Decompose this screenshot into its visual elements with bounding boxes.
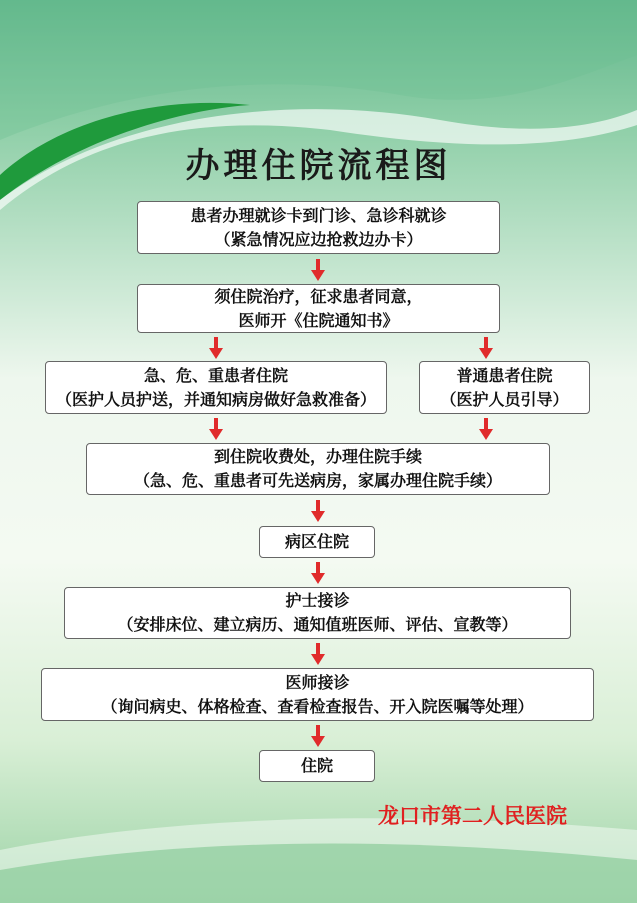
- arrow-down-icon: [311, 500, 325, 522]
- arrow-down-icon: [479, 418, 493, 440]
- step-emergency-admission: [45, 361, 387, 414]
- step-visit-clinic: [137, 201, 500, 254]
- arrow-down-icon: [311, 725, 325, 747]
- arrow-down-icon: [311, 643, 325, 665]
- step-nurse-reception-line2: （安排床位、建立病历、通知值班医师、评估、宣教等）: [117, 615, 518, 634]
- step-visit-clinic-line1: 患者办理就诊卡到门诊、急诊科就诊: [190, 205, 447, 225]
- step-regular-admission-line2: （医护人员引导）: [440, 389, 569, 409]
- step-nurse-reception: [64, 587, 571, 639]
- step-emergency-admission-line1: 急、危、重患者住院: [143, 365, 288, 385]
- page-title: 办理住院流程图: [185, 146, 452, 186]
- step-doctor-reception: [41, 668, 594, 721]
- step-admission-notice-line2: 医师开《住院通知书》: [238, 310, 399, 330]
- arrow-down-icon: [209, 337, 223, 359]
- arrow-down-icon: [311, 259, 325, 281]
- step-doctor-reception-line1: 医师接诊: [285, 672, 350, 692]
- arrow-down-icon: [479, 337, 493, 359]
- step-nurse-reception-line1: 护士接诊: [285, 591, 350, 610]
- step-billing-line2: （急、危、重患者可先送病房，家属办理住院手续）: [133, 471, 502, 490]
- step-ward: [259, 526, 375, 558]
- step-billing-line1: 到住院收费处，办理住院手续: [213, 447, 422, 466]
- step-emergency-admission-line2: （医护人员护送，并通知病房做好急救准备）: [55, 389, 376, 409]
- step-ward-line1: 病区住院: [284, 532, 349, 551]
- hospital-name: 龙口市第二人民医院: [378, 805, 567, 828]
- step-regular-admission-line1: 普通患者住院: [456, 365, 553, 385]
- arrow-down-icon: [209, 418, 223, 440]
- arrow-down-icon: [311, 562, 325, 584]
- step-admission-notice-line1: 须住院治疗，征求患者同意，: [214, 286, 423, 306]
- step-admission-notice: [137, 284, 500, 333]
- step-hospitalized-line1: 住院: [300, 756, 333, 775]
- step-visit-clinic-line2: （紧急情况应边抢救边办卡）: [214, 229, 423, 249]
- step-regular-admission: [419, 361, 590, 414]
- step-doctor-reception-line2: （询问病史、体格检查、查看检查报告、开入院医嘱等处理）: [101, 696, 534, 716]
- step-hospitalized: [259, 750, 375, 782]
- step-billing: [86, 443, 550, 495]
